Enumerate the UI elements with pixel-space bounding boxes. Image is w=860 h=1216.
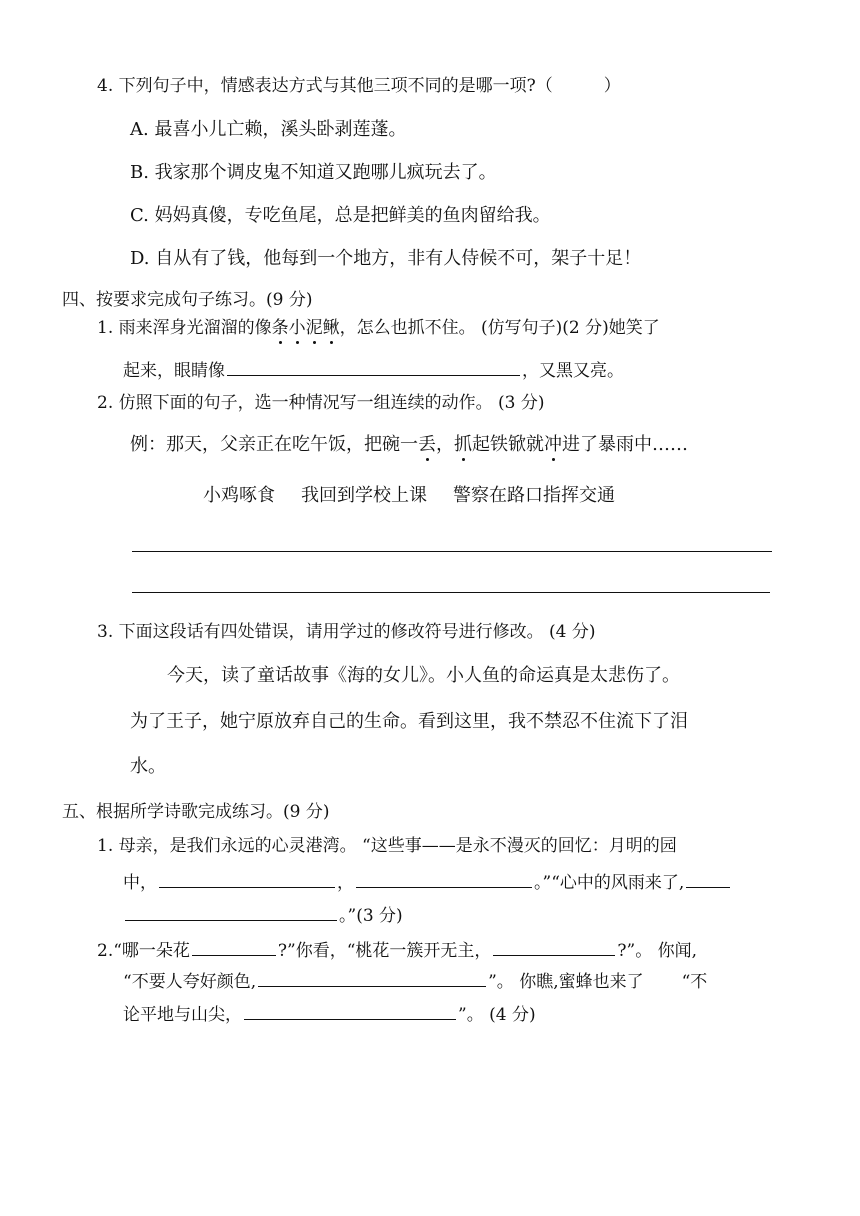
s5-q1-line3: 。”(3 分) xyxy=(123,906,403,925)
answer-blank[interactable] xyxy=(192,941,276,956)
answer-blank[interactable] xyxy=(159,873,335,888)
answer-blank[interactable] xyxy=(356,873,532,888)
answer-blank[interactable] xyxy=(244,1005,456,1020)
option-school: 我回到学校上课 xyxy=(301,485,427,506)
s5-q2-line3: 论平地与山尖， ”。 (4 分) xyxy=(123,1005,536,1025)
q4-option-a: A. 最喜小儿亡赖，溪头卧剥莲蓬。 xyxy=(130,119,407,140)
dotted-char: 鳅 xyxy=(322,318,340,338)
answer-blank[interactable] xyxy=(258,972,486,987)
option-police: 警察在路口指挥交通 xyxy=(453,485,615,506)
q4-option-b: B. 我家那个调皮鬼不知道又跑哪儿疯玩去了。 xyxy=(130,162,497,183)
s4-q3-para-line1: 今天，读了童话故事《海的女儿》。小人鱼的命运真是太悲伤了。 xyxy=(167,665,680,686)
s4-q1-line2: 起来，眼睛像 ，又黑又亮。 xyxy=(123,361,624,381)
answer-blank[interactable] xyxy=(227,361,520,376)
q4-stem: 4. 下列句子中，情感表达方式与其他三项不同的是哪一项?（ ） xyxy=(97,76,621,96)
dotted-char: 丢 xyxy=(418,434,436,455)
s4-q3-para-line2: 为了王子，她宁原放弃自己的生命。看到这里，我不禁忍不住流下了泪 xyxy=(130,711,688,732)
answer-blank[interactable] xyxy=(493,941,615,956)
q4-option-d: D. 自从有了钱，他每到一个地方，非有人侍候不可，架子十足！ xyxy=(130,248,642,269)
s4-q2-stem: 2. 仿照下面的句子，选一种情况写一组连续的动作。 (3 分) xyxy=(97,393,545,413)
s4-q3-stem: 3. 下面这段话有四处错误，请用学过的修改符号进行修改。 (4 分) xyxy=(97,622,596,642)
s4-q3-para-line3: 水。 xyxy=(130,756,166,777)
s4-q2-options xyxy=(203,487,615,505)
s5-q2-line2: “不要人夸好颜色, ”。 你瞧,蜜蜂也来了 “不 xyxy=(123,972,708,992)
s5-q2-line1: 2.“哪一朵花 ?”你看，“桃花一簇开无主， ?”。 你闻, xyxy=(97,941,698,961)
answer-line[interactable] xyxy=(132,551,772,552)
answer-blank[interactable] xyxy=(125,906,337,921)
option-chicken: 小鸡啄食 xyxy=(203,485,275,506)
dotted-char: 小 xyxy=(288,318,306,338)
s4-q1-line1: 1. 雨来浑身光溜溜的像条小泥鳅，怎么也抓不住。 (仿写句子)(2 分)她笑了 xyxy=(97,318,660,338)
s5-q1-line1: 1. 母亲，是我们永远的心灵港湾。 “这些事——是永不漫灭的回忆：月明的园 xyxy=(97,836,677,856)
dotted-char: 抓 xyxy=(454,434,472,455)
section-4-heading: 四、按要求完成句子练习。(9 分) xyxy=(62,290,313,310)
section-5-heading: 五、根据所学诗歌完成练习。(9 分) xyxy=(62,802,330,822)
dotted-char: 冲 xyxy=(544,434,562,455)
s4-q2-example: 例：那天，父亲正在吃午饭，把碗一丢，抓起铁锨就冲进了暴雨中…… xyxy=(130,434,688,455)
answer-blank[interactable] xyxy=(686,873,730,888)
dotted-char: 泥 xyxy=(305,318,323,338)
q4-option-c: C. 妈妈真傻，专吃鱼尾，总是把鲜美的鱼肉留给我。 xyxy=(130,205,551,226)
dotted-char: 条 xyxy=(271,318,289,338)
answer-line[interactable] xyxy=(132,592,770,593)
s5-q1-line2: 中， ， 。”“心中的风雨来了, xyxy=(123,873,732,892)
